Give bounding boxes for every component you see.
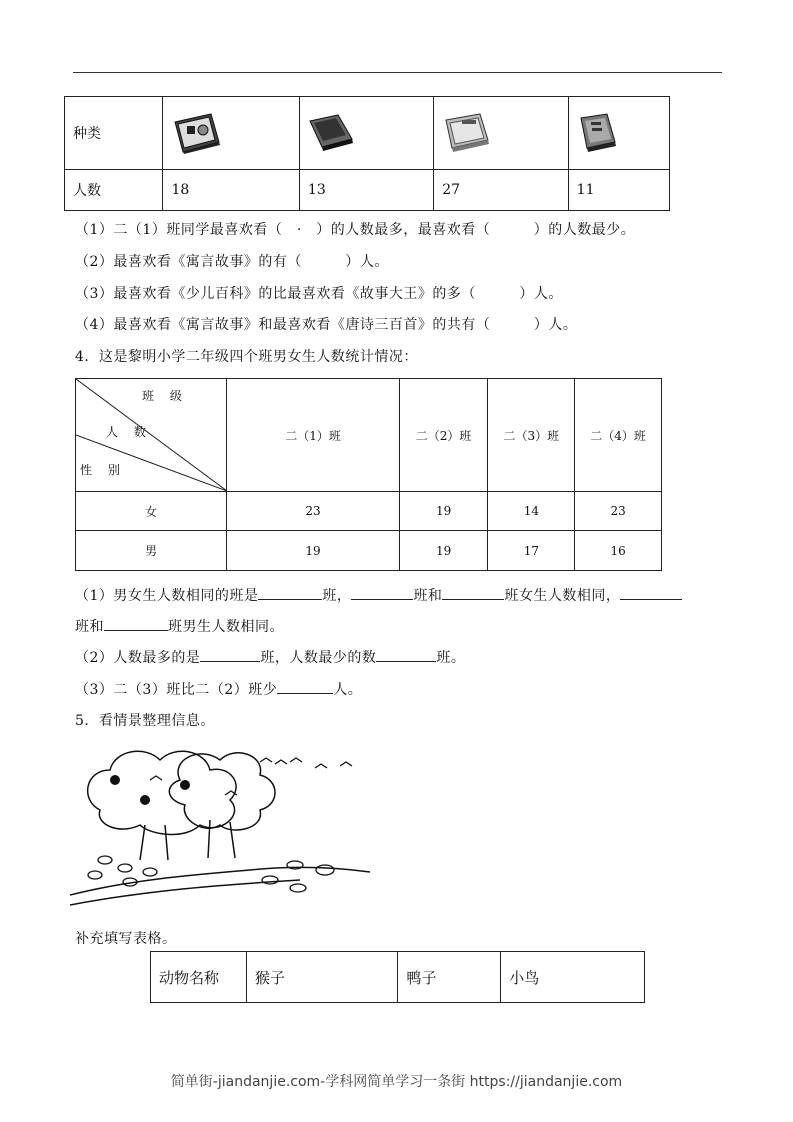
question-4-2: （2）人数最多的是 班，人数最少的数 班。 bbox=[75, 650, 466, 666]
page-footer: 简单街-jiandanjie.com-学科网简单学习一条街 https://jiandanjie.com bbox=[170, 1074, 623, 1090]
male-count-1: 19 bbox=[227, 531, 399, 571]
animal-name-header: 动物名称 bbox=[151, 952, 247, 1003]
question-3-4: （4）最喜欢看《寓言故事》和最喜欢看《唐诗三百首》的共有（ ）人。 bbox=[75, 317, 578, 333]
gender-label: 性 别 bbox=[80, 463, 126, 477]
book-tang-poems-icon bbox=[577, 112, 619, 154]
class-header-1: 二（1）班 bbox=[227, 379, 399, 492]
class-label: 班 级 bbox=[142, 389, 188, 403]
count-2: 13 bbox=[299, 170, 433, 211]
male-count-3: 17 bbox=[488, 531, 575, 571]
question-3-1: （1）二（1）班同学最喜欢看（ · ）的人数最多，最喜欢看（ ）的人数最少。 bbox=[75, 222, 636, 238]
question-3-3: （3）最喜欢看《少儿百科》的比最喜欢看《故事大王》的多（ ）人。 bbox=[75, 286, 563, 302]
book-cell-1 bbox=[163, 97, 299, 170]
gender-female: 女 bbox=[76, 492, 227, 531]
animal-duck: 鸭子 bbox=[398, 952, 501, 1003]
class-gender-table bbox=[75, 378, 662, 571]
gender-male: 男 bbox=[76, 531, 227, 571]
book-cell-4 bbox=[568, 97, 669, 170]
book-fable-icon bbox=[308, 113, 354, 153]
animal-monkey: 猴子 bbox=[246, 952, 398, 1003]
animal-names-table bbox=[150, 951, 645, 1003]
question-3-2: （2）最喜欢看《寓言故事》的有（ ）人。 bbox=[75, 254, 389, 270]
diagonal-header-cell bbox=[76, 379, 227, 492]
class-header-3: 二（3）班 bbox=[488, 379, 575, 492]
female-count-1: 23 bbox=[227, 492, 399, 531]
animal-bird: 小鸟 bbox=[501, 952, 645, 1003]
female-count-3: 14 bbox=[488, 492, 575, 531]
category-header: 种类 bbox=[65, 97, 163, 170]
female-count-4: 23 bbox=[575, 492, 662, 531]
question-4-1-line1: （1）男女生人数相同的班是 班， 班和 班女生人数相同， bbox=[75, 585, 682, 605]
count-3: 27 bbox=[434, 170, 568, 211]
female-count-2: 19 bbox=[399, 492, 488, 531]
count-label: 人 数 bbox=[106, 425, 152, 439]
class-header-4: 二（4）班 bbox=[575, 379, 662, 492]
question-4-3: （3）二（3）班比二（2）班少 人。 bbox=[75, 682, 363, 698]
header-rule bbox=[73, 72, 722, 73]
question-4-1-line2: 班和 班男生人数相同。 bbox=[75, 619, 284, 635]
book-preference-table bbox=[64, 96, 670, 211]
count-header: 人数 bbox=[65, 170, 163, 211]
book-children-encyclopedia-icon bbox=[442, 112, 492, 154]
question-5-title: 5．看情景整理信息。 bbox=[75, 713, 215, 729]
count-4: 11 bbox=[568, 170, 669, 211]
book-cell-3 bbox=[434, 97, 568, 170]
book-cell-2 bbox=[299, 97, 433, 170]
animal-scene-illustration bbox=[70, 740, 370, 910]
male-count-2: 19 bbox=[399, 531, 488, 571]
book-story-king-icon bbox=[171, 112, 223, 154]
male-count-4: 16 bbox=[575, 531, 662, 571]
question-4-title: 4．这是黎明小学二年级四个班男女生人数统计情况： bbox=[75, 349, 418, 365]
fill-table-instruction: 补充填写表格。 bbox=[75, 931, 177, 947]
class-header-2: 二（2）班 bbox=[399, 379, 488, 492]
count-1: 18 bbox=[163, 170, 299, 211]
